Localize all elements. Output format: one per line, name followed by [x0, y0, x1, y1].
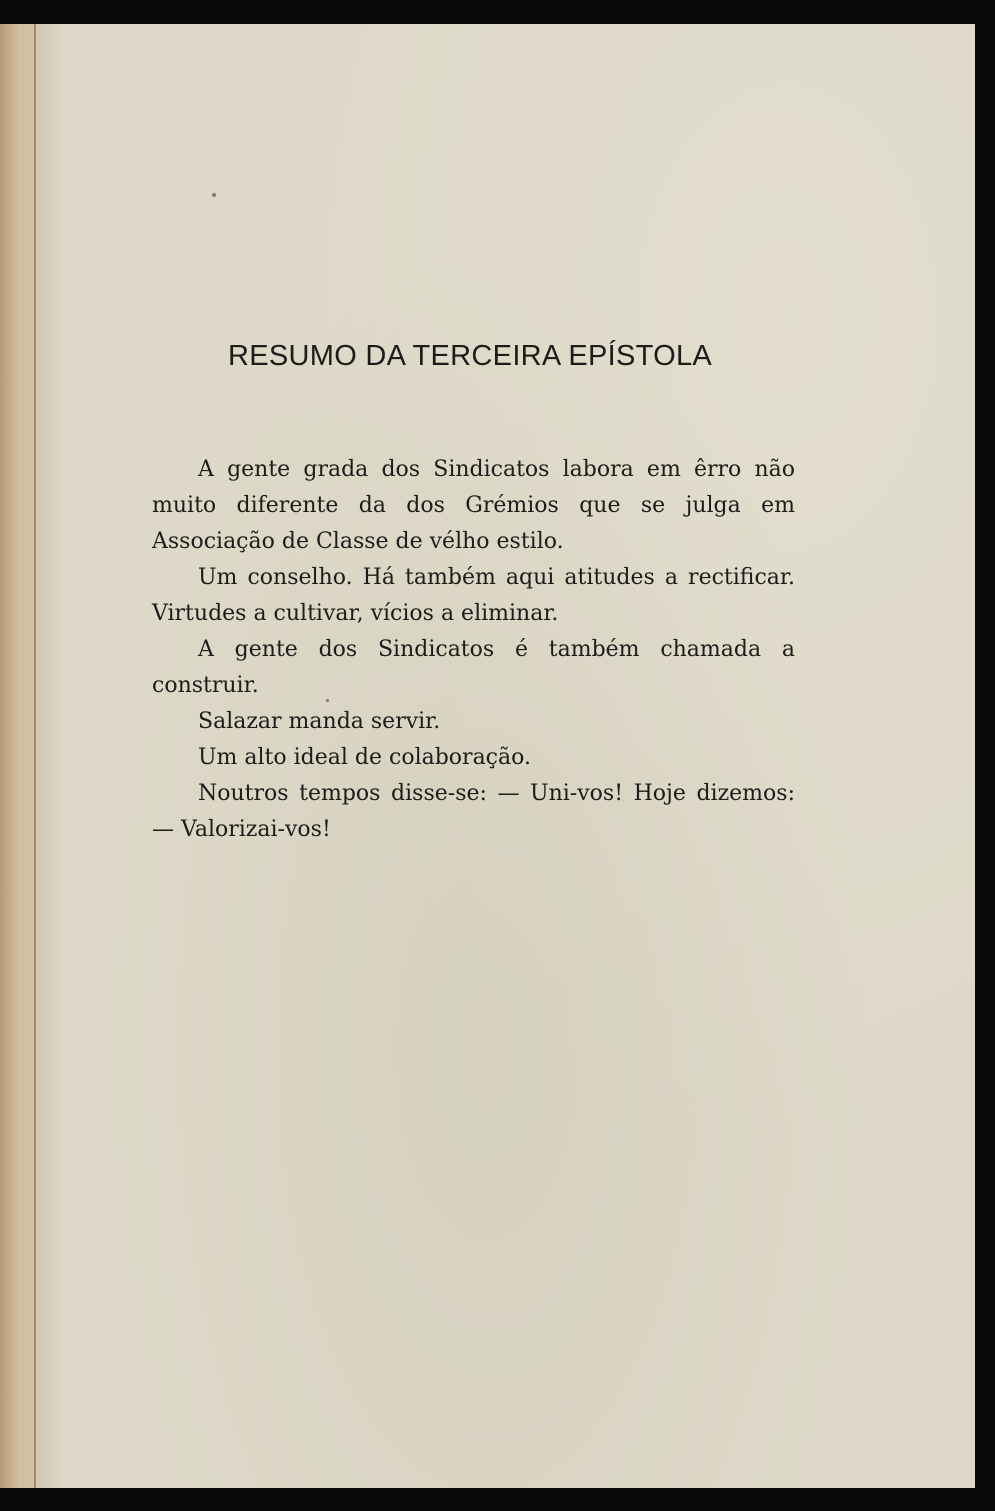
paragraph: A gente grada dos Sindicatos labora em êrro não muito diferente da dos Grémios que se julga em Associação de Classe de vélho estilo.	[152, 457, 795, 554]
page-title: RESUMO DA TERCEIRA EPÍSTOLA	[227, 340, 713, 372]
paragraph: Um alto ideal de colaboração.	[198, 745, 531, 770]
summary-text	[152, 452, 795, 848]
paragraph: Um conselho. Há também aqui atitudes a rectificar. Virtudes a cultivar, vícios a eliminar.	[152, 565, 795, 626]
paper-speck	[212, 193, 216, 197]
paragraph: A gente dos Sindicatos é também chamada a construir.	[152, 637, 795, 698]
paragraph: Salazar manda servir.	[198, 709, 441, 734]
paragraph: Noutros tempos disse-se: — Uni-vos! Hoje dizemos: — Valorizai-vos!	[152, 781, 795, 842]
